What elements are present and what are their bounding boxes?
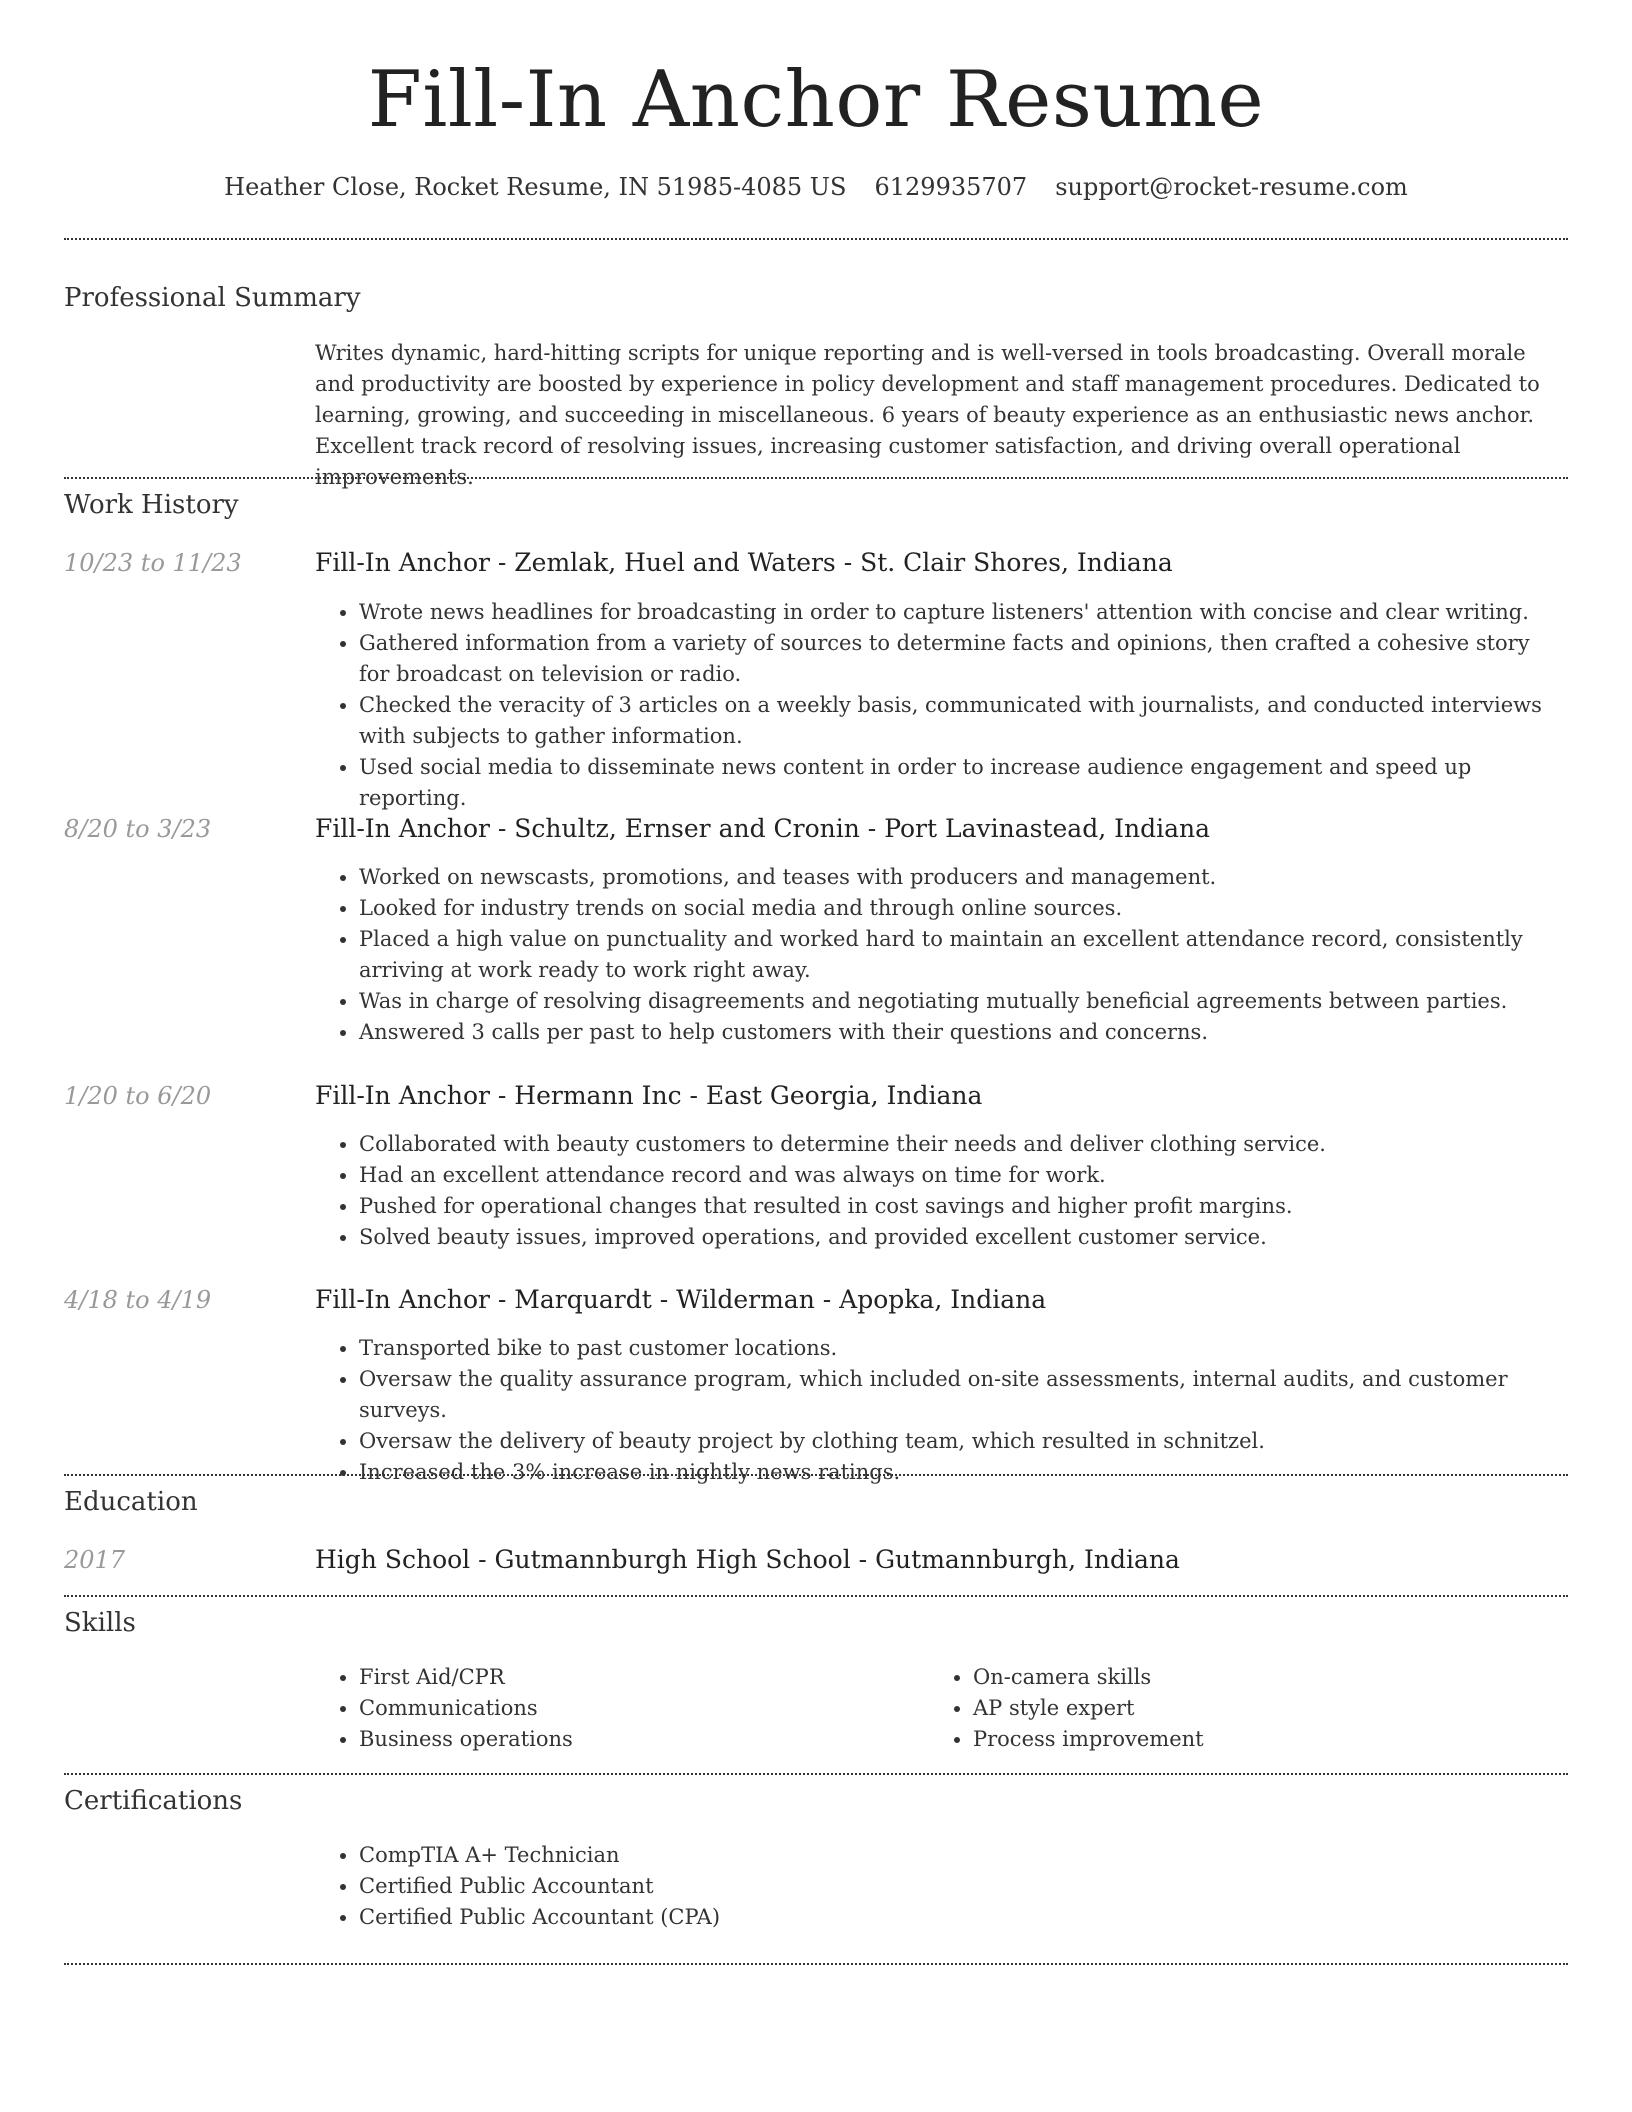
- list-item: • Solved beauty issues, improved operations, and provided excellent customer service.: [359, 1222, 1565, 1253]
- education-year: 2017: [64, 1546, 126, 1574]
- skills-list-left: [315, 1662, 915, 1755]
- job-dates: 10/23 to 11/23: [64, 549, 242, 577]
- list-item: • Collaborated with beauty customers to determine their needs and deliver clothing service.: [359, 1129, 1565, 1160]
- divider: [64, 1595, 1568, 1597]
- list-item: • Used social media to disseminate news content in order to increase audience engagement and speed up reporting.: [359, 752, 1565, 814]
- job-heading: Fill-In Anchor - Zemlak, Huel and Waters - St. Clair Shores, Indiana: [315, 548, 1173, 577]
- contact-address: Heather Close, Rocket Resume, IN 51985-4085 US: [224, 173, 847, 201]
- section-title-work: Work History: [64, 490, 239, 520]
- job-dates: 8/20 to 3/23: [64, 815, 212, 843]
- list-item: • Oversaw the quality assurance program, which included on-site assessments, internal audits, and customer surveys.: [359, 1364, 1565, 1426]
- list-item: • Had an excellent attendance record and was always on time for work.: [359, 1160, 1565, 1191]
- divider: [64, 1773, 1568, 1775]
- job-heading: Fill-In Anchor - Schultz, Ernser and Cronin - Port Lavinastead, Indiana: [315, 814, 1210, 843]
- education-heading: High School - Gutmannburgh High School - Gutmannburgh, Indiana: [315, 1545, 1180, 1574]
- list-item: • Certified Public Accountant: [359, 1871, 1565, 1902]
- list-item: • Was in charge of resolving disagreements and negotiating mutually beneficial agreements between parties.: [359, 986, 1565, 1017]
- job-heading: Fill-In Anchor - Marquardt - Wilderman - Apopka, Indiana: [315, 1285, 1047, 1314]
- divider: [64, 1474, 1568, 1476]
- list-item: • Oversaw the delivery of beauty project by clothing team, which resulted in schnitzel.: [359, 1426, 1565, 1457]
- section-title-summary: Professional Summary: [64, 283, 361, 313]
- skills-list-right: [929, 1662, 1529, 1755]
- list-item: • Looked for industry trends on social media and through online sources.: [359, 893, 1565, 924]
- list-item: • Process improvement: [973, 1724, 1529, 1755]
- list-item: • Business operations: [359, 1724, 915, 1755]
- summary-text: Writes dynamic, hard-hitting scripts for unique reporting and is well-versed in tools broadcasting. Overall morale and productivity are boosted by experience in policy development and staff management procedures. Dedicated to learning, growing, and succeeding in miscellaneous. 6 years of beauty experience as an enthusiastic news anchor. Excellent track record of resolving issues, increasing customer satisfaction, and driving overall operational improvements.: [315, 341, 1540, 489]
- job-bullets: [315, 1129, 1565, 1253]
- list-item: • CompTIA A+ Technician: [359, 1840, 1565, 1871]
- list-item: • Communications: [359, 1693, 915, 1724]
- list-item: • Transported bike to past customer locations.: [359, 1333, 1565, 1364]
- list-item: • On-camera skills: [973, 1662, 1529, 1693]
- list-item: • First Aid/CPR: [359, 1662, 915, 1693]
- contact-email[interactable]: support@rocket-resume.com: [1055, 173, 1408, 201]
- list-item: • Worked on newscasts, promotions, and teases with producers and management.: [359, 862, 1565, 893]
- job-heading: Fill-In Anchor - Hermann Inc - East Georgia, Indiana: [315, 1081, 983, 1110]
- certifications-list: [315, 1840, 1565, 1933]
- job-dates: 1/20 to 6/20: [64, 1082, 212, 1110]
- list-item: • Placed a high value on punctuality and worked hard to maintain an excellent attendance record, consistently arriving at work ready to work right away.: [359, 924, 1565, 986]
- list-item: • Gathered information from a variety of sources to determine facts and opinions, then crafted a cohesive story for broadcast on television or radio.: [359, 628, 1565, 690]
- list-item: • Checked the veracity of 3 articles on a weekly basis, communicated with journalists, and conducted interviews with subjects to gather information.: [359, 690, 1565, 752]
- list-item: • Wrote news headlines for broadcasting in order to capture listeners' attention with concise and clear writing.: [359, 597, 1565, 628]
- resume-name: Fill-In Anchor Resume: [367, 55, 1265, 145]
- section-title-education: Education: [64, 1487, 198, 1517]
- list-item: • AP style expert: [973, 1693, 1529, 1724]
- contact-line: [64, 170, 1568, 204]
- list-item: • Certified Public Accountant (CPA): [359, 1902, 1565, 1933]
- divider: [64, 477, 1568, 479]
- list-item: • Pushed for operational changes that resulted in cost savings and higher profit margins.: [359, 1191, 1565, 1222]
- job-bullets: [315, 597, 1565, 814]
- divider: [64, 238, 1568, 240]
- job-bullets: [315, 1333, 1565, 1488]
- divider: [64, 1963, 1568, 1965]
- section-title-skills: Skills: [64, 1608, 136, 1638]
- section-title-certifications: Certifications: [64, 1786, 243, 1816]
- job-bullets: [315, 862, 1565, 1048]
- job-dates: 4/18 to 4/19: [64, 1286, 212, 1314]
- list-item: • Increased the 3% increase in nightly news ratings.: [359, 1457, 1565, 1488]
- list-item: • Answered 3 calls per past to help customers with their questions and concerns.: [359, 1017, 1565, 1048]
- contact-phone: 6129935707: [874, 173, 1028, 201]
